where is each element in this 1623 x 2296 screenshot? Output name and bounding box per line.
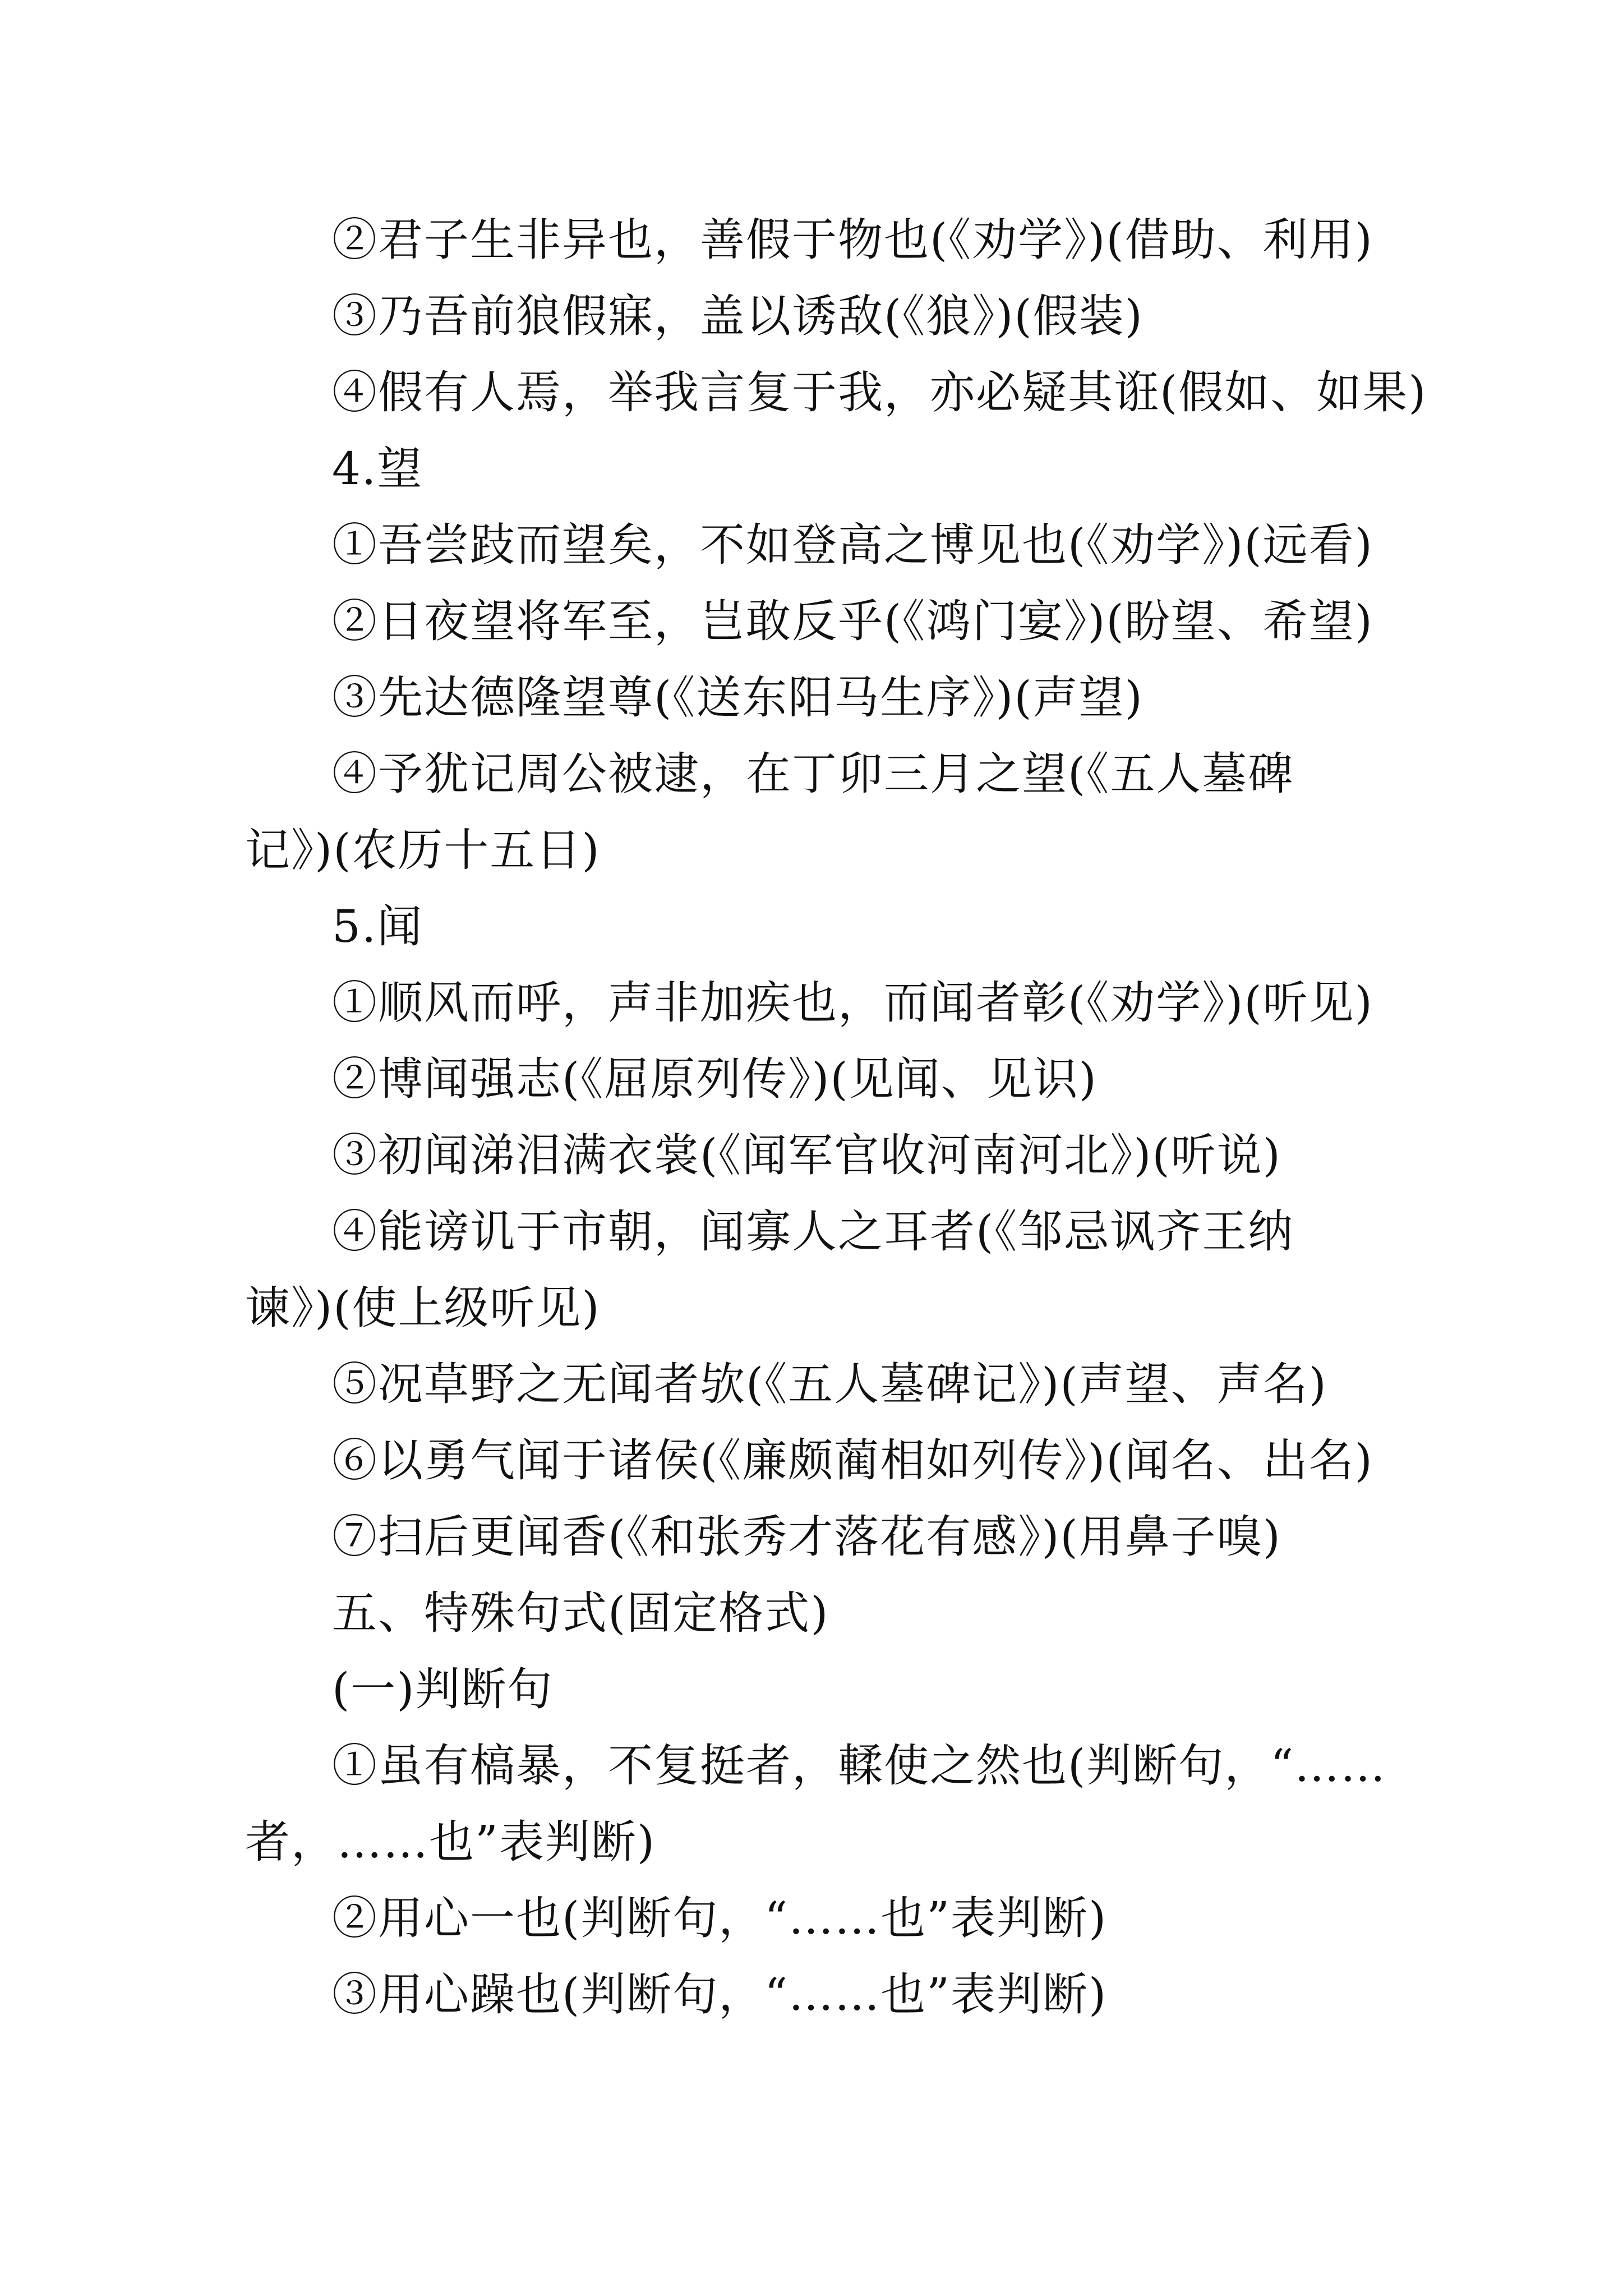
text-line: ③用心躁也(判断句，“……也”表判断): [332, 1968, 1108, 2021]
text-line: ④能谤讥于市朝，闻寡人之耳者(《邹忌讽齐王纳: [332, 1205, 1294, 1258]
text-line: ②君子生非异也，善假于物也(《劝学》)(借助、利用): [332, 214, 1373, 266]
subsection-heading: (一)判断句: [332, 1663, 554, 1715]
text-line: ⑥以勇气闻于诸侯(《廉颇蔺相如列传》)(闻名、出名): [332, 1434, 1373, 1487]
text-line-continuation: 记》)(农历十五日): [245, 824, 601, 876]
text-line: ③初闻涕泪满衣裳(《闻军官收河南河北》)(听说): [332, 1129, 1281, 1181]
text-line: ⑤况草野之无闻者欤(《五人墓碑记》)(声望、声名): [332, 1358, 1327, 1410]
text-line: ⑦扫后更闻香(《和张秀才落花有感》)(用鼻子嗅): [332, 1511, 1281, 1563]
text-line: ①虽有槁暴，不复挺者，輮使之然也(判断句，“……: [332, 1740, 1387, 1792]
section-heading: 五、特殊句式(固定格式): [332, 1587, 829, 1639]
text-line: ①顺风而呼，声非加疾也，而闻者彰(《劝学》)(听见): [332, 977, 1373, 1029]
text-line: ②用心一也(判断句，“……也”表判断): [332, 1892, 1108, 1944]
section-heading: 5.闻: [332, 900, 423, 953]
text-line: ④予犹记周公被逮，在丁卯三月之望(《五人墓碑: [332, 748, 1294, 800]
text-line: ③先达德隆望尊(《送东阳马生序》)(声望): [332, 671, 1144, 724]
text-line: ②博闻强志(《屈原列传》)(见闻、见识): [332, 1053, 1098, 1105]
text-line: ③乃吾前狼假寐，盖以诱敌(《狼》)(假装): [332, 290, 1144, 342]
text-line: ①吾尝跂而望矣，不如登高之博见也(《劝学》)(远看): [332, 519, 1373, 571]
text-line-continuation: 谏》)(使上级听见): [245, 1282, 601, 1334]
text-line-continuation: 者，……也”表判断): [245, 1816, 656, 1868]
text-line: ②日夜望将军至，岂敢反乎(《鸿门宴》)(盼望、希望): [332, 595, 1373, 647]
section-heading: 4.望: [332, 443, 423, 495]
document-body: [245, 202, 1427, 2033]
text-line: ④假有人焉，举我言复于我，亦必疑其诳(假如、如果): [332, 366, 1427, 418]
